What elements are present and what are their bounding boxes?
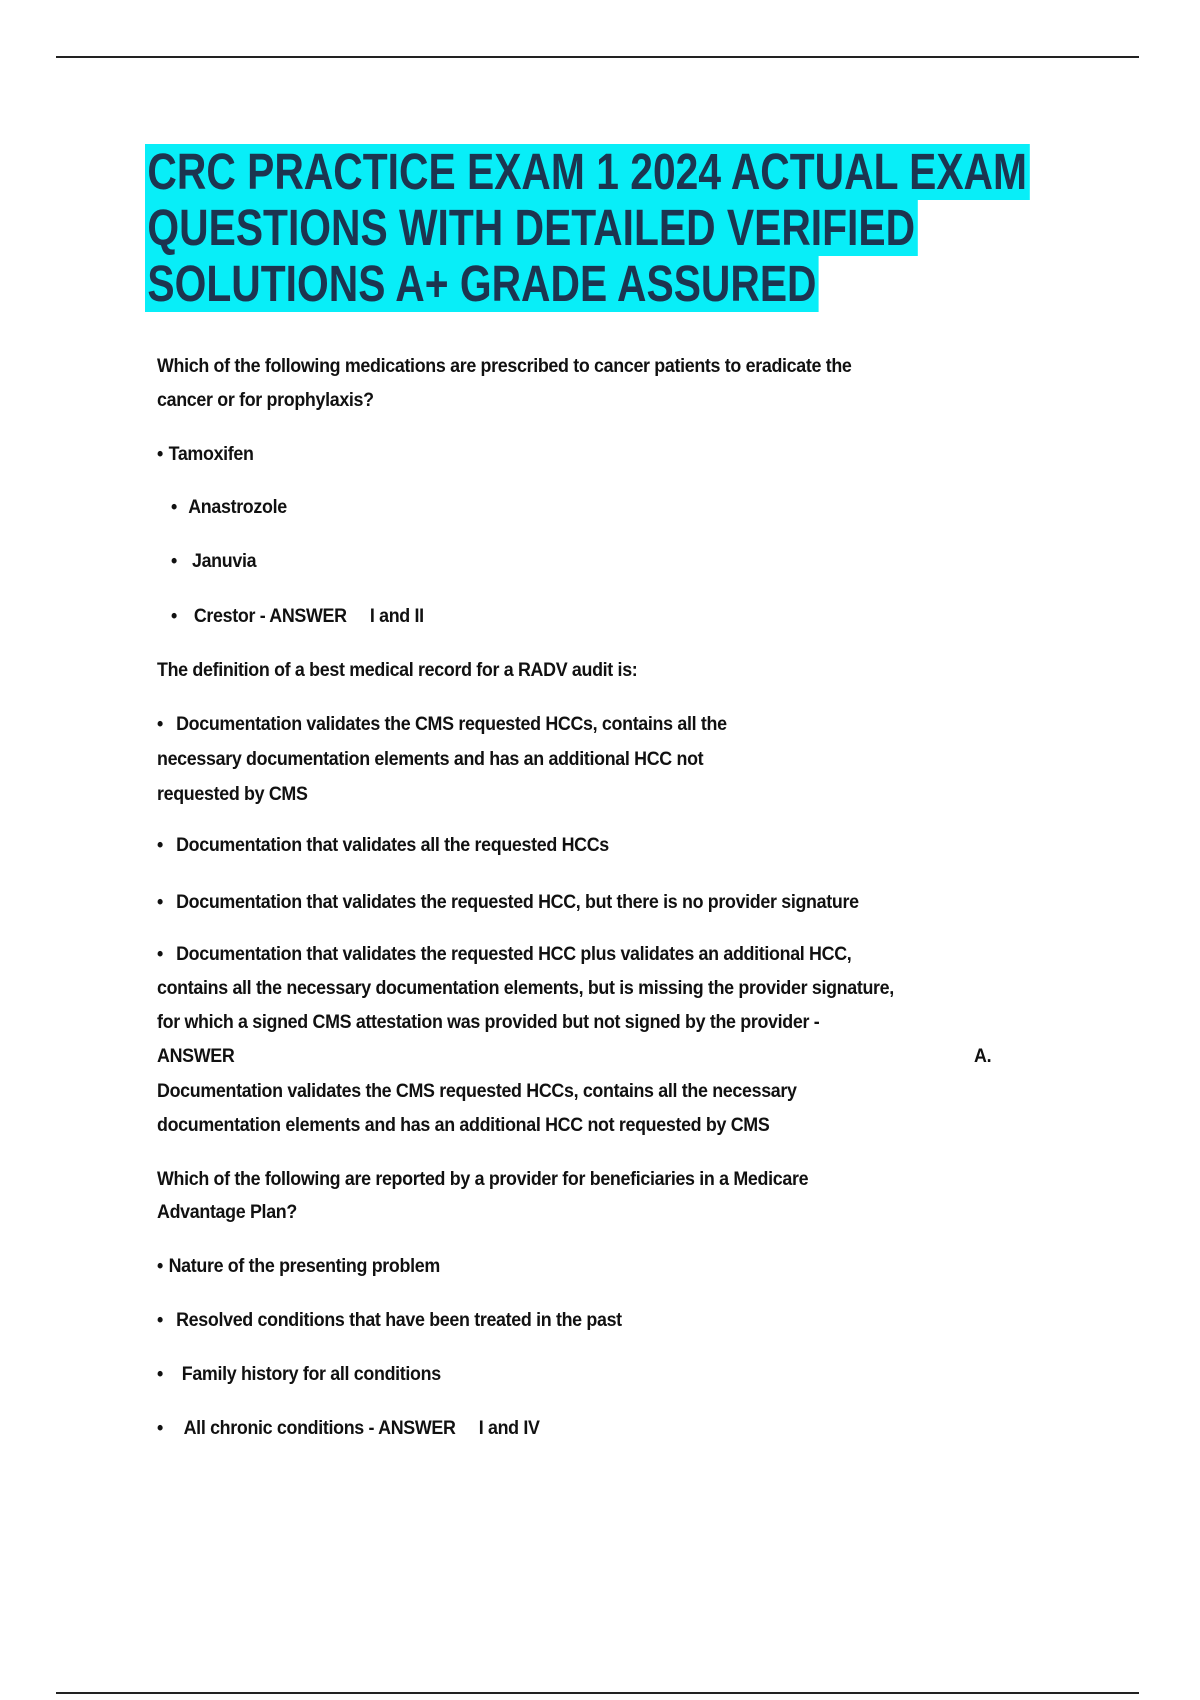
bottom-rule <box>56 1692 1139 1694</box>
option <box>171 497 287 519</box>
option-text: Januvia <box>191 551 257 572</box>
bullet: • <box>157 1256 163 1277</box>
option-text: requested by CMS <box>157 784 308 805</box>
option <box>157 892 859 914</box>
option-text: Documentation validates the CMS requested HCCs, contains all the <box>176 714 727 735</box>
bullet: • <box>157 714 163 735</box>
option <box>171 551 256 573</box>
option-text: Nature of the presenting problem <box>168 1256 440 1277</box>
answer-text: documentation elements and has an additional HCC not requested by CMS <box>157 1115 770 1136</box>
document-title <box>145 144 1029 312</box>
option-text: Documentation that validates the requested HCC plus validates an additional HCC, <box>176 944 852 965</box>
bullet: • <box>171 551 177 572</box>
bullet: • <box>157 1418 163 1439</box>
answer-label: ANSWER <box>157 1046 235 1067</box>
question-1: Which of the following medications are prescribed to cancer patients to eradicate the <box>157 356 852 377</box>
bullet: • <box>157 892 163 913</box>
option-answer <box>171 606 424 628</box>
option <box>157 444 254 466</box>
question-1-cont: cancer or for prophylaxis? <box>157 390 374 411</box>
option <box>157 714 727 736</box>
top-rule <box>56 56 1139 58</box>
title-line: CRC PRACTICE EXAM 1 2024 ACTUAL EXAM <box>145 144 1029 200</box>
bullet: • <box>171 497 177 518</box>
option-text: Resolved conditions that have been treated in the past <box>176 1310 622 1331</box>
option <box>157 944 851 966</box>
option <box>157 1310 622 1332</box>
bullet: • <box>157 1310 163 1331</box>
option-text: Anastrozole <box>188 497 287 518</box>
bullet: • <box>157 1364 163 1385</box>
title-line: QUESTIONS WITH DETAILED VERIFIED <box>145 200 917 256</box>
answer-letter: A. <box>974 1046 992 1067</box>
option <box>157 1364 441 1386</box>
bullet: • <box>157 444 163 465</box>
option-text: Documentation that validates the requested HCC, but there is no provider signature <box>176 892 859 913</box>
option-text: contains all the necessary documentation elements, but is missing the provider signature, <box>157 978 894 999</box>
option <box>157 1256 440 1278</box>
question-3: Which of the following are reported by a provider for beneficiaries in a Medicare <box>157 1169 809 1190</box>
question-2: The definition of a best medical record for a RADV audit is: <box>157 660 638 681</box>
option-text: necessary documentation elements and has an additional HCC not <box>157 749 704 770</box>
option-text: Crestor - ANSWER I and II <box>193 606 424 627</box>
option-text: Tamoxifen <box>168 444 254 465</box>
option-answer <box>157 1418 540 1440</box>
option-text: Documentation that validates all the requested HCCs <box>176 835 609 856</box>
bullet: • <box>157 835 163 856</box>
option-text: All chronic conditions - ANSWER I and IV <box>183 1418 540 1439</box>
bullet: • <box>157 944 163 965</box>
bullet: • <box>171 606 177 627</box>
title-line: SOLUTIONS A+ GRADE ASSURED <box>145 256 819 312</box>
option-text: Family history for all conditions <box>181 1364 441 1385</box>
answer-text: Documentation validates the CMS requested HCCs, contains all the necessary <box>157 1081 797 1102</box>
question-3-cont: Advantage Plan? <box>157 1202 297 1223</box>
option-text: for which a signed CMS attestation was provided but not signed by the provider - <box>157 1012 820 1033</box>
option <box>157 835 609 857</box>
